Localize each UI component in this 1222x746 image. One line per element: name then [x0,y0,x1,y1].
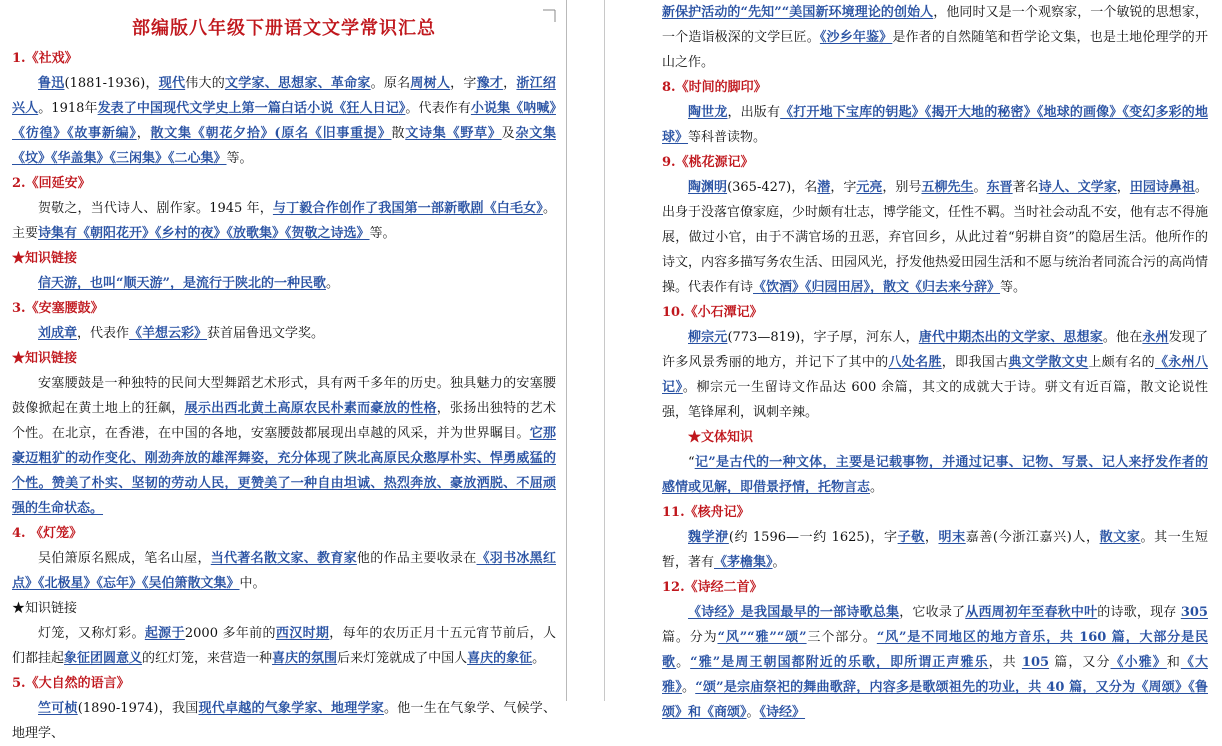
section-heading: 4. 《灯笼》 [12,526,83,541]
body-text: 等。 [1000,280,1027,295]
highlighted-text: 柳宗元 [688,330,728,345]
body-text: 上颇有名的 [1088,355,1155,370]
highlighted-text: 《羽书冰黑红点》《北极星》《忘年》《吴伯箫散文集》 [12,551,556,591]
section-heading: 12.《诗经二首》 [662,580,763,595]
section-paragraph [662,325,1208,425]
highlighted-text: 典文学散文史 [1008,355,1089,370]
body-text: 。主要 [12,201,556,241]
section-heading: 5.《大自然的语言》 [12,676,130,691]
body-text: 2000 多年前的 [184,626,276,641]
body-text: 。 [676,655,691,670]
section-heading: 8.《时间的脚印》 [662,80,767,95]
highlighted-text: 散文集《朝花夕拾》(原名《旧事重提》 [150,126,392,141]
body-text: (1890-1974)，我国 [77,701,199,716]
body-text: 。他一生在气象学、气候学、地理学、 [12,701,556,741]
body-text: (365-427)，名 [727,180,818,195]
highlighted-text: 浙江绍兴人 [12,76,556,116]
genre-knowledge-paragraph [662,450,1208,500]
highlighted-text: 诗人、文学家 [1038,180,1117,195]
body-text: 安塞腰鼓是一种独特的民间大型舞蹈艺术形式，具有两千多年的历史。独具魅力的安塞腰鼓像掀起在黄土地上的狂飙， [12,376,556,416]
body-text: 获首届鲁迅文学奖。 [207,326,325,341]
body-text: (约 1596—一约 1625)，字 [728,530,898,545]
highlighted-text: 现代卓越的气象学家、地理学家 [198,701,384,716]
knowledge-link-paragraph [12,371,556,521]
body-text: 的诗歌，现存 [1097,605,1181,620]
highlighted-text: 《饮酒》《归园田居》，散文《归去来兮辞》 [753,280,1001,295]
highlighted-text: 新保护活动的“先知”“美国新环境理论的创始人 [662,5,934,20]
body-text: 。 [325,276,339,291]
body-text: 。出身于没落官僚家庭，少时颇有壮志，博学能文，任性不羁。当时社会动乱不安，他有志不得施展，做过小官，由于不满官场的丑恶，弃官回乡，从此过着“躬耕自资”的隐居生活。他所作的诗文，内容多描写务农生活、田园风光，抒发他热爱田园生活和不愿与统治者同流合污的高尚情操。代表作有诗 [662,180,1209,295]
body-text: ，即我国古 [941,355,1009,370]
highlighted-text: 明末 [938,530,966,545]
highlighted-text: “风”“雅”“颂” [717,630,807,645]
highlighted-text: 杂文集《坟》《华盖集》《三闲集》《二心集》 [12,126,556,166]
highlighted-text: 喜庆的氛围 [272,651,338,666]
highlighted-text: 西汉时期 [275,626,330,641]
highlighted-text: 起源于 [144,626,185,641]
section-paragraph [662,175,1208,300]
body-text: 中。 [239,576,266,591]
continued-paragraph [662,0,1208,75]
highlighted-text: “颂”是宗庙祭祀的舞曲歌辞，内容多是歌颂祖先的功业，共 40 篇，又分为《周颂》《鲁颂》和《商颂》 [662,680,1208,720]
highlighted-text: 陶世龙 [688,105,728,120]
highlighted-text: 《诗经》是我国最早的一部诗歌总集 [688,605,900,620]
body-text: 及 [501,126,516,141]
body-text: 。代表作有 [405,101,471,116]
body-text: 伟大的 [185,76,225,91]
highlighted-text: 记”是古代的一种文体，主要是记载事物，并通过记事、记物、写景、记人来抒发作者的感情或见解，即借景抒情，托物言志 [662,455,1208,495]
section-paragraph [12,696,556,746]
section-paragraph [662,525,1208,575]
highlighted-text: 《羊想云彩》 [129,326,208,341]
body-text: 发现了许多风景秀丽的地方，并记下了其中的 [662,330,1208,370]
body-text: 。 [746,705,760,720]
highlighted-text: 《永州八记》 [662,355,1208,395]
highlighted-text: “雅”是周王朝国都附近的乐歌，即所谓正声雅乐 [690,655,989,670]
body-text: 。其一生短暂，著有 [662,530,1208,570]
body-text: 。他在 [1102,330,1143,345]
highlighted-text: 《沙乡年鉴》 [819,30,893,45]
highlighted-text: 周树人 [410,76,451,91]
body-text: 。 [532,651,546,666]
body-text: 篇，又分 [1049,655,1111,670]
highlighted-text: 从西周初年至春秋中叶 [965,605,1098,620]
section-heading: 9.《桃花源记》 [662,155,754,170]
highlighted-text: 豫才 [476,76,504,91]
highlighted-text: 喜庆的象征 [467,651,533,666]
body-text: 贺敬之，当代诗人、剧作家。1945 年， [38,201,273,216]
body-text: ， [503,76,517,91]
highlighted-text: 刘成章 [38,326,78,341]
body-text: ，共 [988,655,1022,670]
body-text: 等。 [369,226,396,241]
body-text: ，字 [450,76,477,91]
highlighted-text: 文学家、思想家、革命家 [224,76,371,91]
body-text: ，他同时又是一个观察家，一个敏锐的思想家，一个造诣极深的文学巨匠。 [662,5,1208,45]
highlighted-text: “风”是不同地区的地方音乐，共 160 篇，大部分是民歌 [662,630,1208,670]
knowledge-link-paragraph [12,621,556,671]
highlighted-text: 陶渊明 [688,180,728,195]
highlighted-text: 东晋 [986,180,1013,195]
body-text: 著名 [1012,180,1039,195]
section-paragraph [12,71,556,171]
highlighted-text: 《小雅》 [1110,655,1167,670]
document-page-left [0,0,566,741]
page-corner-mark [543,10,555,22]
highlighted-text: 八处名胜 [888,355,942,370]
body-text: ，每年的农历正月十五元宵节前后，人们都挂起 [12,626,556,666]
highlighted-text: 它那豪迈粗犷的动作变化、刚劲奔放的雄浑舞姿，充分体现了陕北高原民众憨厚朴实、悍勇威猛的个性。赞美了朴实、坚韧的劳动人民，更赞美了一种自由坦诚、热烈奔放、豪放洒脱、不屈顽强的生命状态。 [12,426,556,516]
body-text: “ [688,455,695,470]
body-text: 。 [870,480,884,495]
body-text: ，它收录了 [899,605,966,620]
body-text: 。 [681,680,696,695]
highlighted-text: 魏学洢 [688,530,729,545]
knowledge-link-label: ★知识链接 [12,251,78,266]
section-heading: 10.《小石潭记》 [662,305,763,320]
section-paragraph [662,600,1208,725]
section-paragraph [662,100,1208,150]
highlighted-text: 《大雅》 [662,655,1208,695]
body-text: 散 [391,126,406,141]
body-text: 嘉善(今浙江嘉兴)人， [965,530,1100,545]
body-text: ，代表作 [77,326,130,341]
page-edge-left [566,0,567,701]
highlighted-text: 永州 [1142,330,1169,345]
body-text: 等科普读物。 [688,130,767,145]
highlighted-text: 与丁毅合作创作了我国第一部新歌剧《白毛女》 [272,201,543,216]
knowledge-link-label: ★知识链接 [12,351,78,366]
highlighted-text: 小说集《呐喊》《彷徨》《故事新编》 [12,101,556,141]
highlighted-text: 展示出西北黄土高原农民朴素而豪放的性格 [184,401,437,416]
highlighted-text: 子敬 [897,530,925,545]
body-text: 篇。分为 [662,630,718,645]
section-paragraph [12,321,556,346]
body-text: 。柳宗元一生留诗文作品达 600 余篇，其文的成就大于诗。骈文有近百篇，散文论说性强，笔锋犀利，讽刺辛辣。 [662,380,1208,420]
body-text: 和 [1166,655,1181,670]
body-text: 吴伯箫原名熙成，笔名山屋， [38,551,211,566]
highlighted-text: 《诗经》 [759,705,806,720]
section-heading: 3.《安塞腰鼓》 [12,301,104,316]
body-text: 是作者的自然随笔和哲学论文集，也是土地伦理学的开山之作。 [662,30,1208,70]
body-text: ，别号 [882,180,922,195]
highlighted-text: 现代 [158,76,186,91]
highlighted-text: 305 [1180,605,1208,620]
body-text: (1881-1936)， [64,76,159,91]
highlighted-text: 《茅檐集》 [714,555,773,570]
highlighted-text: 五柳先生 [921,180,974,195]
highlighted-text: 文诗集《野草》 [405,126,502,141]
body-text: ， [136,126,151,141]
page-edge-right [604,0,621,701]
highlighted-text: 《打开地下宝库的钥匙》《揭开大地的秘密》《地球的画像》《变幻多彩的地球》 [662,105,1208,145]
highlighted-text: 当代著名散文家、教育家 [210,551,357,566]
body-text: 他的作品主要收录在 [356,551,477,566]
body-text: 等。 [226,151,253,166]
body-text: ，出版有 [727,105,781,120]
document-page-right [622,0,1222,720]
knowledge-link-label: ★知识链接 [12,601,78,616]
highlighted-text: 散文家 [1099,530,1141,545]
section-paragraph [12,196,556,246]
body-text: 三个部分。 [806,630,877,645]
genre-knowledge-label: ★文体知识 [688,430,754,445]
body-text: 灯笼，又称灯彩。 [38,626,145,641]
section-heading: 2.《回延安》 [12,176,91,191]
body-text: 。 [772,555,786,570]
body-text: ，字 [830,180,857,195]
body-text: 。 [973,180,987,195]
body-text: ， [924,530,939,545]
section-paragraph [12,546,556,596]
knowledge-link-paragraph [12,271,556,296]
highlighted-text: 信天游，也叫“顺天游”，是流行于陕北的一种民歌 [38,276,326,291]
section-heading: 11.《核舟记》 [662,505,750,520]
body-text: 后来灯笼就成了中国人 [337,651,468,666]
highlighted-text: 鲁迅 [38,76,65,91]
highlighted-text: 105 [1021,655,1050,670]
body-text: 的红灯笼，来营造一种 [142,651,273,666]
document-title: 部编版八年级下册语文文学常识汇总 [132,18,436,39]
highlighted-text: 象征团圆意义 [64,651,143,666]
body-text: ，张扬出独特的艺术个性。在北京，在香港，在中国的各地，安塞腰鼓都展现出卓越的风采，并为世界瞩目。 [12,401,556,441]
highlighted-text: 潜 [817,180,831,195]
highlighted-text: 田园诗鼻祖 [1129,180,1195,195]
section-heading: 1.《社戏》 [12,51,78,66]
highlighted-text: 唐代中期杰出的文学家、思想家 [918,330,1103,345]
highlighted-text: 元亮 [856,180,883,195]
body-text: 。原名 [370,76,411,91]
body-text: 。1918年 [38,101,98,116]
body-text: ， [1116,180,1130,195]
body-text: (773—819)，字子厚，河东人， [727,330,919,345]
highlighted-text: 竺可桢 [38,701,78,716]
highlighted-text: 发表了中国现代文学史上第一篇白话小说《狂人日记》 [97,101,406,116]
highlighted-text: 诗集有《朝阳花开》《乡村的夜》《放歌集》《贺敬之诗选》 [38,226,370,241]
